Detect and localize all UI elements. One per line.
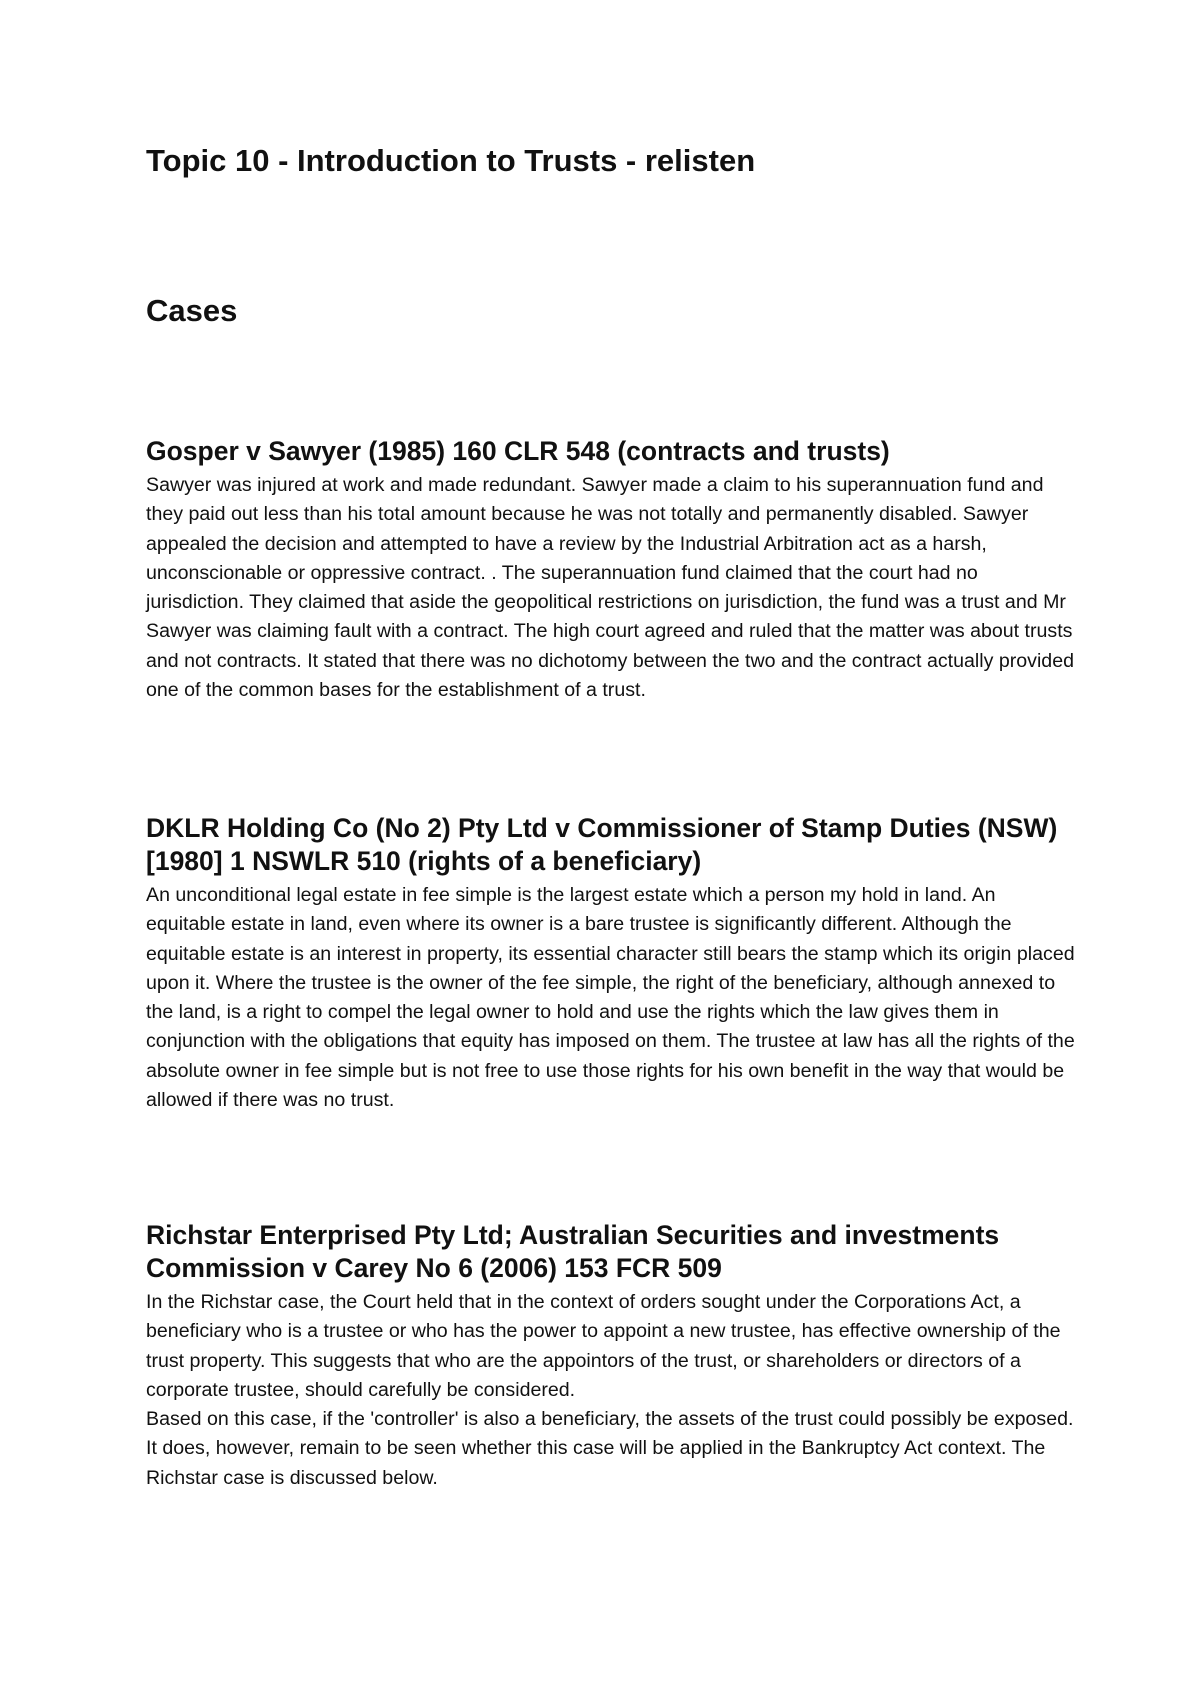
case-paragraph: In the Richstar case, the Court held that in the context of orders sought under the Corporations Act, a beneficiary who is a trustee or who has the power to appoint a new trustee, has effective ownership of the trust property. This suggests that who are the appointors of the trust, or shareholders or directors of a corporate trustee, should carefully be considered. <box>146 1291 1061 1401</box>
case-paragraph: It does, however, remain to be seen whether this case will be applied in the Bankruptcy Act context. The Richstar case is discussed below. <box>146 1437 1046 1489</box>
case-paragraph: Sawyer was injured at work and made redundant. Sawyer made a claim to his superannuation fund and they paid out less than his total amount because he was not totally and permanently disabled. Sawyer appealed the decision and attempted to have a review by the Industrial Arbitration act as a harsh, unconscionable or oppressive contract. . The superannuation fund claimed that the court had no jurisdiction. They claimed that aside the geopolitical restrictions on jurisdiction, the fund was a trust and Mr Sawyer was claiming fault with a contract. The high court agreed and ruled that the matter was about trusts and not contracts. It stated that there was no dichotomy between the two and the contract actually provided one of the common bases for the establishment of a trust. <box>146 474 1074 702</box>
case-body <box>146 471 1076 705</box>
case-paragraph: An unconditional legal estate in fee simple is the largest estate which a person my hold in land. An equitable estate in land, even where its owner is a bare trustee is significantly different. Although the equitable estate is an interest in property, its essential character still bears the stamp which its origin placed upon it. Where the trustee is the owner of the fee simple, the right of the beneficiary, although annexed to the land, is a right to compel the legal owner to hold and use the rights which the law gives them in conjunction with the obligations that equity has imposed on them. The trustee at law has all the rights of the absolute owner in fee simple but is not free to use those rights for his own benefit in the way that would be allowed if there was no trust. <box>146 884 1075 1112</box>
case-gosper-v-sawyer <box>146 435 1076 705</box>
case-title: Gosper v Sawyer (1985) 160 CLR 548 (contracts and trusts) <box>146 436 890 466</box>
case-title: DKLR Holding Co (No 2) Pty Ltd v Commissioner of Stamp Duties (NSW) [1980] 1 NSWLR 510 (rights of a beneficiary) <box>146 813 1058 876</box>
case-body <box>146 1288 1076 1493</box>
case-title: Richstar Enterprised Pty Ltd; Australian Securities and investments Commission v Carey No 6 (2006) 153 FCR 509 <box>146 1220 1000 1283</box>
case-dklr-holding <box>146 812 1076 1115</box>
case-body <box>146 881 1076 1115</box>
case-richstar <box>146 1219 1076 1493</box>
document-title: Topic 10 - Introduction to Trusts - relisten <box>146 143 756 178</box>
case-paragraph: Based on this case, if the 'controller' is also a beneficiary, the assets of the trust could possibly be exposed. <box>146 1408 1074 1431</box>
section-heading-cases: Cases <box>146 293 238 328</box>
